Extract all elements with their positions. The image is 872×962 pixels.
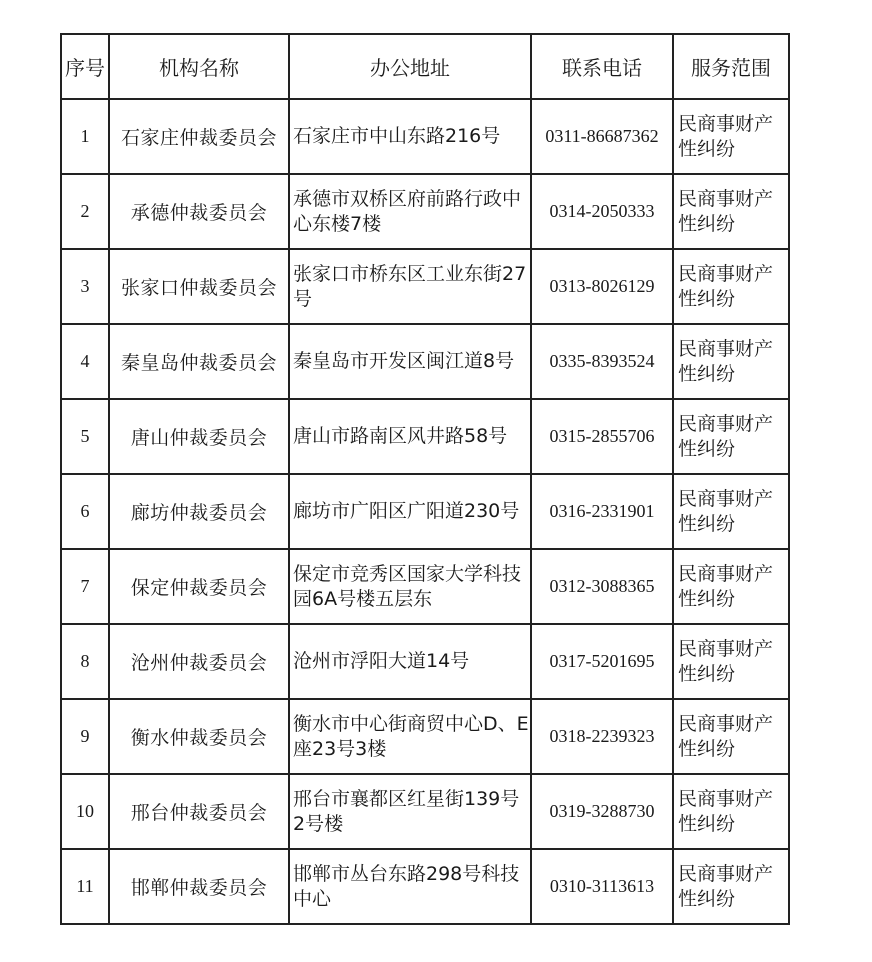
office-address: 邢台市襄都区红星街139号2号楼	[289, 774, 531, 849]
row-number: 1	[61, 99, 109, 174]
service-scope-line2: 性纠纷	[678, 137, 736, 160]
office-address: 秦皇岛市开发区闽江道8号	[289, 324, 531, 399]
org-name: 邢台仲裁委员会	[109, 774, 289, 849]
office-address: 沧州市浮阳大道14号	[289, 624, 531, 699]
service-scope	[673, 624, 789, 699]
phone-number: 0318-2239323	[531, 699, 673, 774]
row-number: 9	[61, 699, 109, 774]
office-address: 邯郸市丛台东路298号科技中心	[289, 849, 531, 924]
phone-number: 0313-8026129	[531, 249, 673, 324]
office-address: 唐山市路南区风井路58号	[289, 399, 531, 474]
org-name: 石家庄仲裁委员会	[109, 99, 289, 174]
table-row	[61, 624, 789, 699]
office-address: 廊坊市广阳区广阳道230号	[289, 474, 531, 549]
service-scope	[673, 474, 789, 549]
service-scope-line1: 民商事财产	[678, 862, 774, 885]
row-number: 10	[61, 774, 109, 849]
phone-number: 0317-5201695	[531, 624, 673, 699]
row-number: 3	[61, 249, 109, 324]
row-number: 4	[61, 324, 109, 399]
service-scope-line1: 民商事财产	[678, 562, 774, 585]
phone-number: 0319-3288730	[531, 774, 673, 849]
service-scope	[673, 699, 789, 774]
row-number: 11	[61, 849, 109, 924]
service-scope-line2: 性纠纷	[678, 662, 736, 685]
table-row	[61, 99, 789, 174]
service-scope-line2: 性纠纷	[678, 362, 736, 385]
org-name: 廊坊仲裁委员会	[109, 474, 289, 549]
table-row	[61, 174, 789, 249]
org-name: 承德仲裁委员会	[109, 174, 289, 249]
service-scope-line2: 性纠纷	[678, 437, 736, 460]
phone-number: 0310-3113613	[531, 849, 673, 924]
service-scope-line2: 性纠纷	[678, 887, 736, 910]
service-scope-line2: 性纠纷	[678, 212, 736, 235]
service-scope-line1: 民商事财产	[678, 262, 774, 285]
service-scope-line2: 性纠纷	[678, 812, 736, 835]
row-number: 2	[61, 174, 109, 249]
header-phone: 联系电话	[531, 34, 673, 99]
phone-number: 0312-3088365	[531, 549, 673, 624]
table-row	[61, 849, 789, 924]
header-row	[61, 34, 789, 99]
service-scope-line2: 性纠纷	[678, 512, 736, 535]
service-scope-line1: 民商事财产	[678, 487, 774, 510]
service-scope-line1: 民商事财产	[678, 787, 774, 810]
table-row	[61, 699, 789, 774]
office-address: 承德市双桥区府前路行政中心东楼7楼	[289, 174, 531, 249]
row-number: 5	[61, 399, 109, 474]
service-scope-line1: 民商事财产	[678, 112, 774, 135]
table-row	[61, 249, 789, 324]
org-name: 秦皇岛仲裁委员会	[109, 324, 289, 399]
org-name: 保定仲裁委员会	[109, 549, 289, 624]
header-no: 序号	[61, 34, 109, 99]
phone-number: 0311-86687362	[531, 99, 673, 174]
service-scope	[673, 99, 789, 174]
service-scope-line1: 民商事财产	[678, 337, 774, 360]
table-row	[61, 474, 789, 549]
table-row	[61, 549, 789, 624]
table-row	[61, 774, 789, 849]
header-org: 机构名称	[109, 34, 289, 99]
org-name: 衡水仲裁委员会	[109, 699, 289, 774]
org-name: 邯郸仲裁委员会	[109, 849, 289, 924]
service-scope	[673, 774, 789, 849]
service-scope-line2: 性纠纷	[678, 737, 736, 760]
service-scope-line2: 性纠纷	[678, 287, 736, 310]
table-row	[61, 324, 789, 399]
service-scope	[673, 849, 789, 924]
header-address: 办公地址	[289, 34, 531, 99]
service-scope-line1: 民商事财产	[678, 712, 774, 735]
org-name: 张家口仲裁委员会	[109, 249, 289, 324]
service-scope-line2: 性纠纷	[678, 587, 736, 610]
service-scope	[673, 399, 789, 474]
office-address: 保定市竞秀区国家大学科技园6A号楼五层东	[289, 549, 531, 624]
phone-number: 0316-2331901	[531, 474, 673, 549]
service-scope	[673, 249, 789, 324]
service-scope	[673, 549, 789, 624]
service-scope-line1: 民商事财产	[678, 187, 774, 210]
service-scope	[673, 324, 789, 399]
service-scope-line1: 民商事财产	[678, 637, 774, 660]
office-address: 石家庄市中山东路216号	[289, 99, 531, 174]
phone-number: 0314-2050333	[531, 174, 673, 249]
row-number: 8	[61, 624, 109, 699]
service-scope-line1: 民商事财产	[678, 412, 774, 435]
header-scope: 服务范围	[673, 34, 789, 99]
phone-number: 0315-2855706	[531, 399, 673, 474]
row-number: 7	[61, 549, 109, 624]
phone-number: 0335-8393524	[531, 324, 673, 399]
org-name: 唐山仲裁委员会	[109, 399, 289, 474]
table-row	[61, 399, 789, 474]
service-scope	[673, 174, 789, 249]
org-name: 沧州仲裁委员会	[109, 624, 289, 699]
row-number: 6	[61, 474, 109, 549]
office-address: 张家口市桥东区工业东街27号	[289, 249, 531, 324]
arbitration-table	[60, 33, 790, 925]
office-address: 衡水市中心街商贸中心D、E座23号3楼	[289, 699, 531, 774]
